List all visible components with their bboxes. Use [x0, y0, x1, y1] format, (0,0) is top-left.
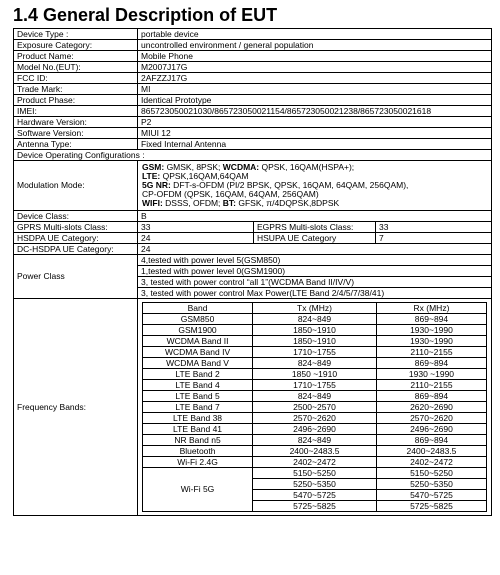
frequency-bands-body	[143, 314, 487, 512]
row-label: Software Version:	[14, 128, 138, 139]
row-label: Antenna Type:	[14, 139, 138, 150]
table-row	[143, 446, 487, 457]
table-row	[14, 161, 492, 211]
table-row	[143, 424, 487, 435]
tx-cell: 1850 ~1910	[253, 369, 377, 380]
band-cell: WCDMA Band V	[143, 358, 253, 369]
wifi-key: WIFI:	[142, 198, 163, 208]
tx-cell: 1850~1910	[253, 336, 377, 347]
band-cell: Wi-Fi 2.4G	[143, 457, 253, 468]
power-class-line: 1,tested with power level 0(GSM1900)	[138, 266, 492, 277]
rx-cell: 2400~2483.5	[376, 446, 486, 457]
band-cell: LTE Band 4	[143, 380, 253, 391]
nr-value-cp: CP-OFDM (QPSK, 16QAM, 64QAM, 256QAM)	[142, 189, 319, 199]
table-row	[14, 40, 492, 51]
row-value: uncontrolled environment / general population	[138, 40, 492, 51]
tx-cell: 1710~1755	[253, 380, 377, 391]
table-row	[14, 255, 492, 266]
wcdma-value: QPSK, 16QAM(HSPA+);	[259, 162, 355, 172]
table-row	[14, 150, 492, 161]
row-label: IMEI:	[14, 106, 138, 117]
rx-cell: 869~894	[376, 314, 486, 325]
config-header: Device Operating Configurations :	[14, 150, 492, 161]
table-row	[14, 95, 492, 106]
power-class-line: 3, tested with power control “all 1”(WCDMA Band II/IV/V)	[138, 277, 492, 288]
row-value: P2	[138, 117, 492, 128]
row-value: portable device	[138, 29, 492, 40]
tx-cell: 2500~2570	[253, 402, 377, 413]
row-value: 865723050021030/865723050021154/865723050021238/865723050021618	[138, 106, 492, 117]
section-title: 1.4 General Description of EUT	[13, 5, 278, 25]
rx-cell: 869~894	[376, 358, 486, 369]
nr-value: DFT-s-OFDM (PI/2 BPSK, QPSK, 16QAM, 64QAM, 256QAM),	[170, 180, 409, 190]
table-row	[14, 299, 492, 516]
tx-cell: 824~849	[253, 314, 377, 325]
row-label: Exposure Category:	[14, 40, 138, 51]
row-value: 24	[138, 233, 254, 244]
rx-cell: 1930 ~1990	[376, 369, 486, 380]
row-value: Fixed Internal Antenna	[138, 139, 492, 150]
row-label: DC-HSDPA UE Category:	[14, 244, 138, 255]
row-value: B	[138, 211, 492, 222]
frequency-bands-cell	[138, 299, 492, 516]
table-row	[143, 380, 487, 391]
wifi-value: DSSS, OFDM;	[162, 198, 223, 208]
band-cell: GSM1900	[143, 325, 253, 336]
table-row	[14, 84, 492, 95]
table-row	[14, 51, 492, 62]
row-value: M2007J17G	[138, 62, 492, 73]
band-cell: LTE Band 41	[143, 424, 253, 435]
table-row	[14, 244, 492, 255]
tx-cell: 2402~2472	[253, 457, 377, 468]
tx-cell: 2400~2483.5	[253, 446, 377, 457]
band-cell: GSM850	[143, 314, 253, 325]
table-row	[143, 314, 487, 325]
rx-cell: 5150~5250	[376, 468, 486, 479]
gsm-key: GSM:	[142, 162, 165, 172]
table-row	[143, 369, 487, 380]
rx-cell: 5250~5350	[376, 479, 486, 490]
tx-cell: 824~849	[253, 435, 377, 446]
row-value: Mobile Phone	[138, 51, 492, 62]
lte-value: QPSK,16QAM,64QAM	[160, 171, 249, 181]
band-cell: Bluetooth	[143, 446, 253, 457]
bt-key: BT:	[222, 198, 236, 208]
row-label: Frequency Bands:	[14, 299, 138, 516]
row-value: 7	[376, 233, 492, 244]
band-cell: LTE Band 5	[143, 391, 253, 402]
table-row	[143, 468, 487, 479]
rx-cell: 2620~2690	[376, 402, 486, 413]
column-header-rx: Rx (MHz)	[376, 303, 486, 314]
table-row	[143, 391, 487, 402]
row-label: Hardware Version:	[14, 117, 138, 128]
tx-cell: 5150~5250	[253, 468, 377, 479]
lte-key: LTE:	[142, 171, 161, 181]
nr-key: 5G NR:	[142, 180, 171, 190]
table-row	[143, 358, 487, 369]
table-row	[14, 211, 492, 222]
table-row	[143, 336, 487, 347]
rx-cell: 869~894	[376, 435, 486, 446]
row-label: HSUPA UE Category	[254, 233, 376, 244]
band-cell: WCDMA Band II	[143, 336, 253, 347]
tx-cell: 824~849	[253, 391, 377, 402]
modulation-details	[138, 161, 492, 211]
table-row	[14, 62, 492, 73]
table-row	[143, 413, 487, 424]
tx-cell: 5250~5350	[253, 479, 377, 490]
row-label: HSDPA UE Category:	[14, 233, 138, 244]
rx-cell: 5470~5725	[376, 490, 486, 501]
table-row	[14, 233, 492, 244]
table-row	[143, 325, 487, 336]
power-class-line: 3, tested with power control Max Power(LTE Band 2/4/5/7/38/41)	[138, 288, 492, 299]
row-value: 33	[376, 222, 492, 233]
band-cell: LTE Band 2	[143, 369, 253, 380]
tx-cell: 5725~5825	[253, 501, 377, 512]
band-cell: WCDMA Band IV	[143, 347, 253, 358]
power-class-line: 4,tested with power level 5(GSM850)	[138, 255, 492, 266]
wcdma-key: WCDMA:	[222, 162, 260, 172]
table-row	[14, 73, 492, 84]
rx-cell: 5725~5825	[376, 501, 486, 512]
frequency-bands-table	[142, 302, 487, 512]
row-value: 2AFZZJ17G	[138, 73, 492, 84]
rx-cell: 2496~2690	[376, 424, 486, 435]
table-row	[14, 29, 492, 40]
rx-cell: 2402~2472	[376, 457, 486, 468]
tx-cell: 2570~2620	[253, 413, 377, 424]
rx-cell: 2110~2155	[376, 347, 486, 358]
rx-cell: 1930~1990	[376, 325, 486, 336]
row-value: 33	[138, 222, 254, 233]
table-header-row	[143, 303, 487, 314]
tx-cell: 824~849	[253, 358, 377, 369]
table-row	[14, 128, 492, 139]
eut-description-table	[13, 28, 492, 516]
row-label: GPRS Multi-slots Class:	[14, 222, 138, 233]
row-value: MI	[138, 84, 492, 95]
row-label: Product Name:	[14, 51, 138, 62]
table-row	[14, 139, 492, 150]
band-cell: LTE Band 38	[143, 413, 253, 424]
row-label: Device Class:	[14, 211, 138, 222]
row-value: MIUI 12	[138, 128, 492, 139]
band-cell: Wi-Fi 5G	[143, 468, 253, 512]
table-row	[143, 457, 487, 468]
row-label: Product Phase:	[14, 95, 138, 106]
row-label: Model No.(EUT):	[14, 62, 138, 73]
table-row	[14, 106, 492, 117]
table-row	[143, 435, 487, 446]
rx-cell: 869~894	[376, 391, 486, 402]
row-label: Power Class	[14, 255, 138, 299]
tx-cell: 1710~1755	[253, 347, 377, 358]
row-value: Identical Prototype	[138, 95, 492, 106]
table-row	[14, 117, 492, 128]
table-row	[143, 402, 487, 413]
band-cell: LTE Band 7	[143, 402, 253, 413]
row-label: EGPRS Multi-slots Class:	[254, 222, 376, 233]
tx-cell: 5470~5725	[253, 490, 377, 501]
rx-cell: 2570~2620	[376, 413, 486, 424]
rx-cell: 2110~2155	[376, 380, 486, 391]
row-label: Trade Mark:	[14, 84, 138, 95]
gsm-value: GMSK, 8PSK;	[164, 162, 223, 172]
table-row	[14, 222, 492, 233]
column-header-band: Band	[143, 303, 253, 314]
row-label: FCC ID:	[14, 73, 138, 84]
rx-cell: 1930~1990	[376, 336, 486, 347]
tx-cell: 1850~1910	[253, 325, 377, 336]
band-cell: NR Band n5	[143, 435, 253, 446]
column-header-tx: Tx (MHz)	[253, 303, 377, 314]
bt-value: GFSK, π/4DQPSK,8DPSK	[236, 198, 340, 208]
row-label: Device Type :	[14, 29, 138, 40]
table-row	[143, 347, 487, 358]
row-label: Modulation Mode:	[14, 161, 138, 211]
tx-cell: 2496~2690	[253, 424, 377, 435]
row-value: 24	[138, 244, 492, 255]
